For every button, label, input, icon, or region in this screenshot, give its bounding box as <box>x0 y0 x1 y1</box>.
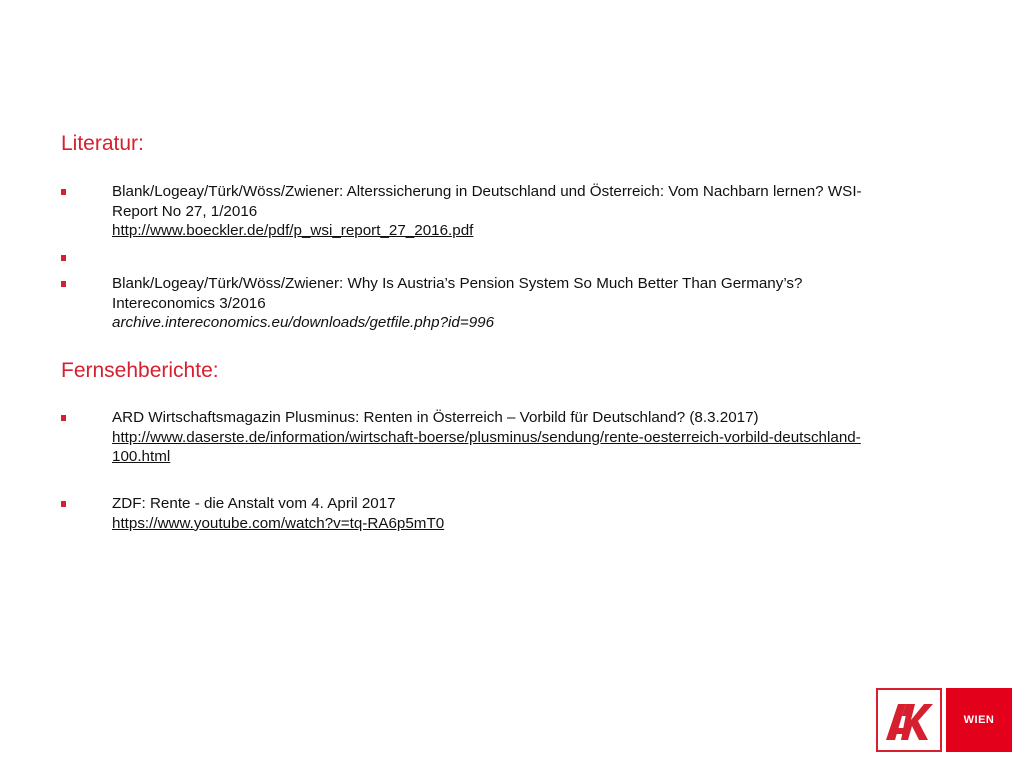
reference-text: Blank/Logeay/Türk/Wöss/Zwiener: Why Is Austria’s Pension System So Much Better Than Germany’s? <box>112 275 803 292</box>
literatur-heading: Literatur: <box>61 132 144 155</box>
report-text: ZDF: Rente - die Anstalt vom 4. April 2017 <box>112 495 396 512</box>
bullet-icon <box>61 501 66 507</box>
reference-url: archive.intereconomics.eu/downloads/getfile.php?id=996 <box>112 314 495 331</box>
reference-link[interactable]: http://www.boeckler.de/pdf/p_wsi_report_27_2016.pdf <box>112 222 474 239</box>
list-item-body <box>112 182 957 241</box>
fernsehberichte-heading: Fernsehberichte: <box>61 359 219 382</box>
bullet-icon <box>61 189 66 195</box>
report-link-continued[interactable]: 100.html <box>112 448 171 465</box>
reference-text: Intereconomics 3/2016 <box>112 294 266 312</box>
list-item-body <box>112 274 957 333</box>
ak-logo <box>876 688 942 752</box>
reference-text: Blank/Logeay/Türk/Wöss/Zwiener: Alterssicherung in Deutschland und Österreich: Vom Nachbarn lernen? WSI- <box>112 183 862 200</box>
reference-text: Report No 27, 1/2016 <box>112 202 258 220</box>
bullet-icon <box>61 281 66 287</box>
report-link[interactable]: https://www.youtube.com/watch?v=tq-RA6p5mT0 <box>112 514 445 532</box>
report-link[interactable]: http://www.daserste.de/information/wirtschaft-boerse/plusminus/sendung/rente-oesterreich-vorbild-deutschland- <box>112 428 861 446</box>
bullet-icon <box>61 415 66 421</box>
report-text: ARD Wirtschaftsmagazin Plusminus: Renten in Österreich – Vorbild für Deutschland? (8.3.2017) <box>112 409 759 426</box>
wien-logo: WIEN <box>946 688 1012 752</box>
bullet-icon <box>61 255 66 261</box>
list-item-body <box>112 408 957 467</box>
ak-logo-icon <box>878 690 940 750</box>
list-item-body <box>112 494 957 533</box>
